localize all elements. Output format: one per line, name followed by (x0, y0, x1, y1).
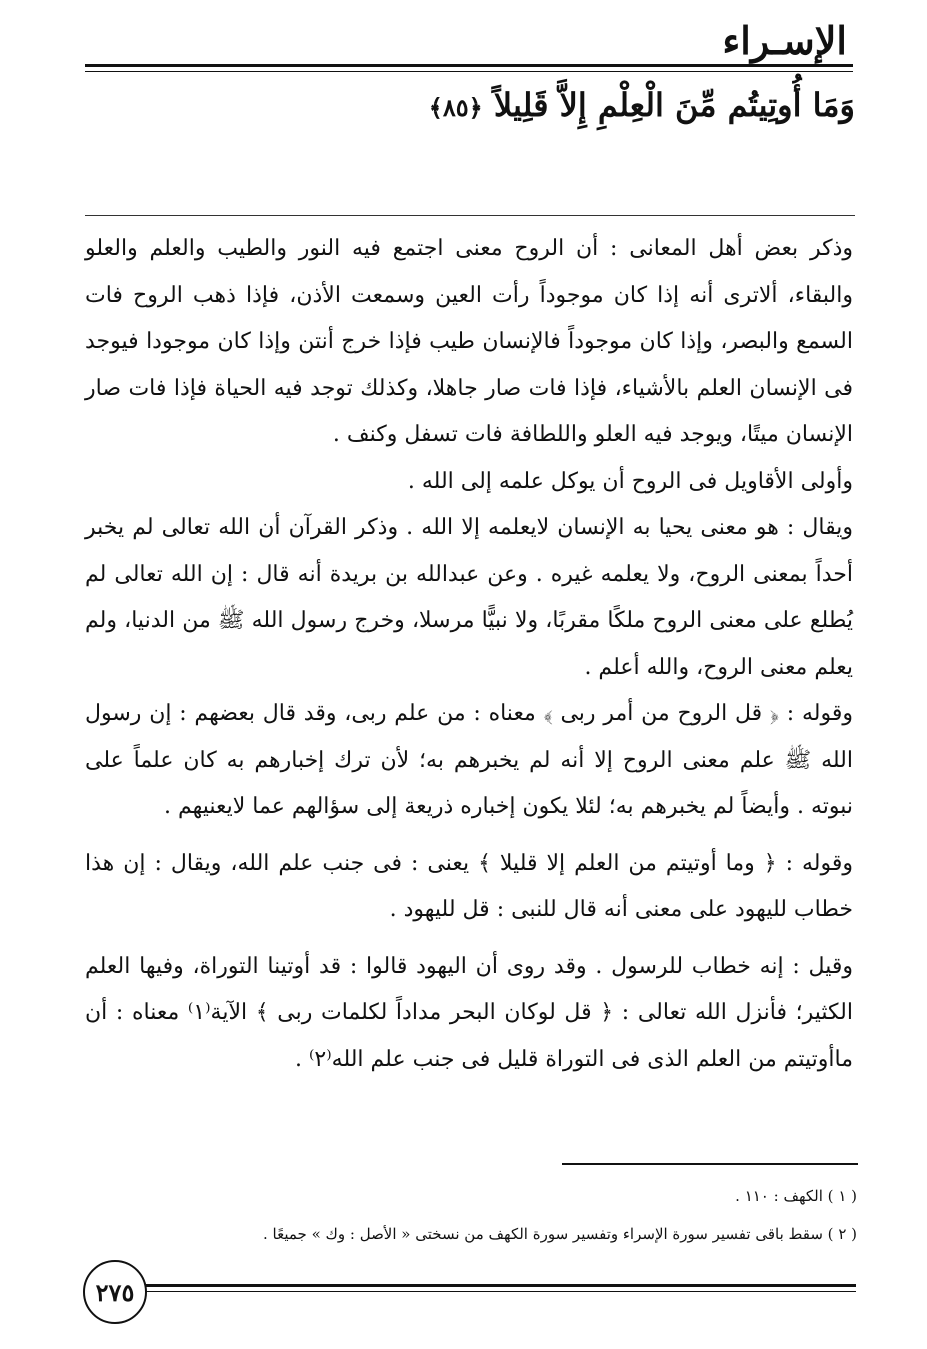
paragraph-1: وذكر بعض أهل المعانى : أن الروح معنى اجتمع فيه النور والطيب والعلم والعلو والبقاء، ألاترى أنه إذا كان موجوداً رأت العين وسمعت الأذن، فإذا ذهب الروح فات السمع والبصر، وإذا كان موجوداً فالإنسان طيب فإذا خرج أنتن وإذا كان موجودا فيوجد فى الإنسان العلم بالأشياء، فإذا فات صار جاهلا، وكذلك توجد فيه الحياة فإذا فات صار الإنسان ميتًا، ويوجد فيه العلو واللطافة فات تسفل وكنف . (85, 236, 853, 447)
section-divider (85, 215, 855, 216)
header-title: الإسـراء (722, 18, 847, 63)
paragraph-3: ويقال : هو معنى يحيا به الإنسان لايعلمه إلا الله . وذكر القرآن أن الله تعالى لم يخبر أحداً بمعنى الروح، ولا يعلمه غيره . وعن عبدالله بن بريدة أنه قال : إن الله تعالى لم يُطلع على معنى الروح ملكًا مقربًا، ولا نبيًّا مرسلا، وخرج رسول الله ﷺ من الدنيا، ولم يعلم معنى الروح، والله أعلم . (85, 515, 853, 680)
footnotes (85, 1177, 857, 1253)
footnote-1: ( ١ ) الكهف : ١١٠ . (735, 1187, 857, 1205)
footer-rule-thick (142, 1284, 856, 1287)
header-rule-thin (85, 71, 853, 72)
paragraph-4: وقوله : ﴿ قل الروح من أمر ربى ﴾ معناه : من علم ربى، وقد قال بعضهم : إن رسول الله ﷺ علم معنى الروح إلا أنه لم يخبرهم به؛ لأن ترك إخبارهم به كان علماً على نبوته . وأيضاً لم يخبرهم به؛ لئلا يكون إخباره ذريعة إلى سؤالهم عما لايعنيهم . (85, 701, 853, 819)
footer-rule-thin (142, 1291, 856, 1292)
verse-number: ﴿٨٥﴾ (428, 93, 483, 122)
paragraph-6: وقيل : إنه خطاب للرسول . وقد روى أن اليهود قالوا : قد أوتينا التوراة، وفيها العلم الكثير؛ فأنزل الله تعالى : ﴿ قل لوكان البحر مداداً لكلمات ربى ﴾ الآية⁽١⁾ معناه : أن ماأوتيتم من العلم الذى فى التوراة قليل فى جنب علم الله⁽٢⁾ . (85, 953, 853, 1072)
header-rule-thick (85, 64, 853, 67)
paragraph-5: وقوله : ﴿ وما أوتيتم من العلم إلا قليلا ﴾ يعنى : فى جنب علم الله، ويقال : إن هذا خطاب لليهود على معنى أنه قال للنبى : قل لليهود . (85, 850, 853, 922)
verse-text: وَمَا أُوتِيتُم مِّنَ الْعِلْمِ إِلاَّ قَلِيلاً (493, 86, 855, 124)
page-number: ٢٧٥ (83, 1260, 147, 1324)
quran-verse (429, 86, 855, 124)
footnote-divider (562, 1163, 858, 1165)
commentary-body (85, 226, 853, 1083)
paragraph-2: وأولى الأقاويل فى الروح أن يوكل علمه إلى الله . (407, 468, 853, 494)
footnote-2: ( ٢ ) سقط باقى تفسير سورة الإسراء وتفسير سورة الكهف من نسختى « الأصل : وك » جميعًا . (262, 1225, 857, 1243)
